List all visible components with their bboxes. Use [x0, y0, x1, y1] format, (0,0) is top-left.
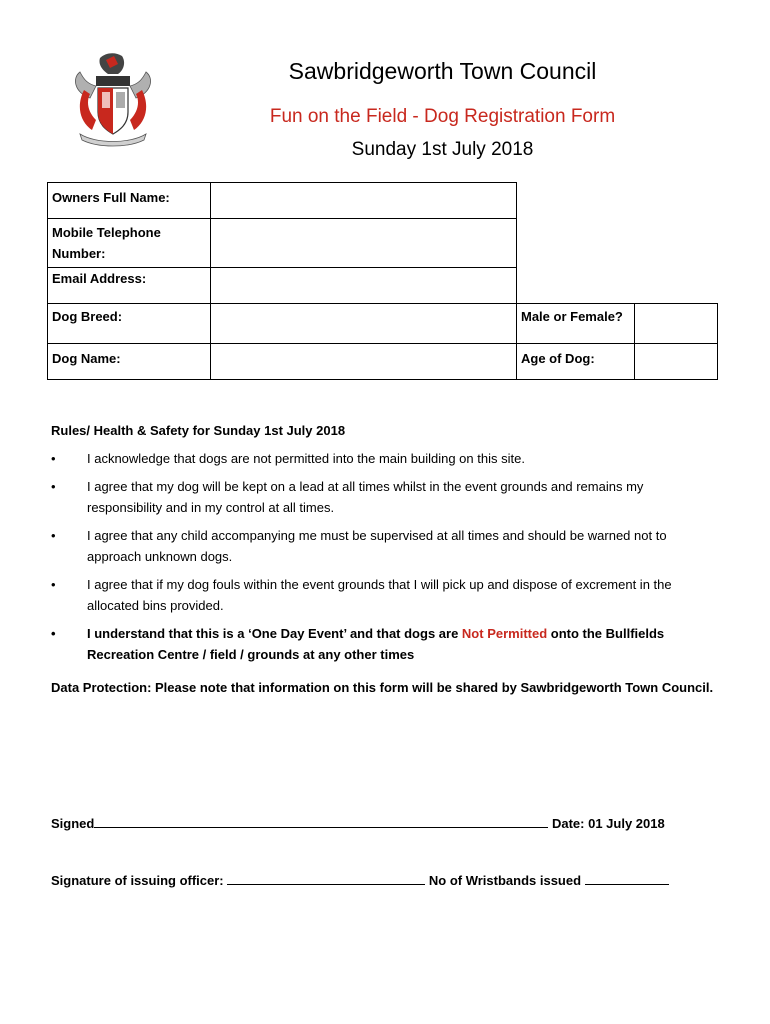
rule-item: • I acknowledge that dogs are not permitted into the main building on this site.	[51, 448, 721, 469]
signature-line[interactable]	[94, 814, 548, 828]
wristbands-label: No of Wristbands issued	[428, 873, 582, 888]
not-permitted-highlight: Not Permitted	[461, 626, 548, 641]
sex-label: Male or Female?	[521, 309, 623, 324]
form-title: Fun on the Field - Dog Registration Form	[269, 106, 616, 127]
signed-row	[51, 814, 665, 831]
signed-label: Signed	[51, 816, 95, 831]
owner-name-label: Owners Full Name:	[52, 190, 170, 205]
bullet-icon: •	[51, 626, 56, 641]
bullet-icon: •	[51, 479, 56, 494]
dog-age-field[interactable]	[635, 344, 717, 379]
rule-item: • I agree that any child accompanying me must be supervised at all times and should be warned not to approach unknown dogs.	[51, 525, 721, 567]
dog-name-label: Dog Name:	[52, 351, 121, 366]
email-label: Email Address:	[52, 271, 147, 286]
dog-name-field[interactable]	[211, 344, 516, 379]
date-label: Date: 01 July 2018	[551, 816, 665, 831]
rules-heading: Rules/ Health & Safety for Sunday 1st July 2018	[51, 423, 346, 438]
dog-breed-label: Dog Breed:	[52, 309, 123, 324]
dog-age-label: Age of Dog:	[521, 351, 595, 366]
bullet-icon: •	[51, 577, 56, 592]
mobile-label: Mobile Telephone Number:	[52, 225, 161, 261]
dog-breed-field[interactable]	[211, 304, 516, 343]
rule-item-one-day-event: • I understand that this is a ‘One Day Event’ and that dogs are Not Permitted onto the Bullfields Recreation Centre / field / grounds at any other times	[51, 623, 721, 665]
bullet-icon: •	[51, 528, 56, 543]
council-name: Sawbridgeworth Town Council	[288, 58, 597, 84]
email-field[interactable]	[211, 268, 516, 303]
data-protection-notice: Data Protection: Please note that information on this form will be shared by Sawbridgeworth Town Council.	[51, 680, 714, 695]
owner-name-field[interactable]	[211, 183, 516, 218]
rule-item: • I agree that my dog will be kept on a lead at all times whilst in the event grounds and remains my responsibility and in my control at all times.	[51, 476, 721, 518]
event-date: Sunday 1st July 2018	[351, 139, 534, 160]
wristbands-line[interactable]	[585, 871, 669, 885]
officer-signature-line[interactable]	[227, 871, 425, 885]
sex-field[interactable]	[635, 304, 717, 343]
rules-list	[51, 448, 721, 672]
officer-signature-label: Signature of issuing officer:	[51, 873, 224, 888]
rule-item: • I agree that if my dog fouls within the event grounds that I will pick up and dispose of excrement in the allocated bins provided.	[51, 574, 721, 616]
registration-table	[47, 182, 718, 380]
mobile-field[interactable]	[211, 219, 516, 267]
officer-row	[51, 871, 669, 888]
bullet-icon: •	[51, 451, 56, 466]
